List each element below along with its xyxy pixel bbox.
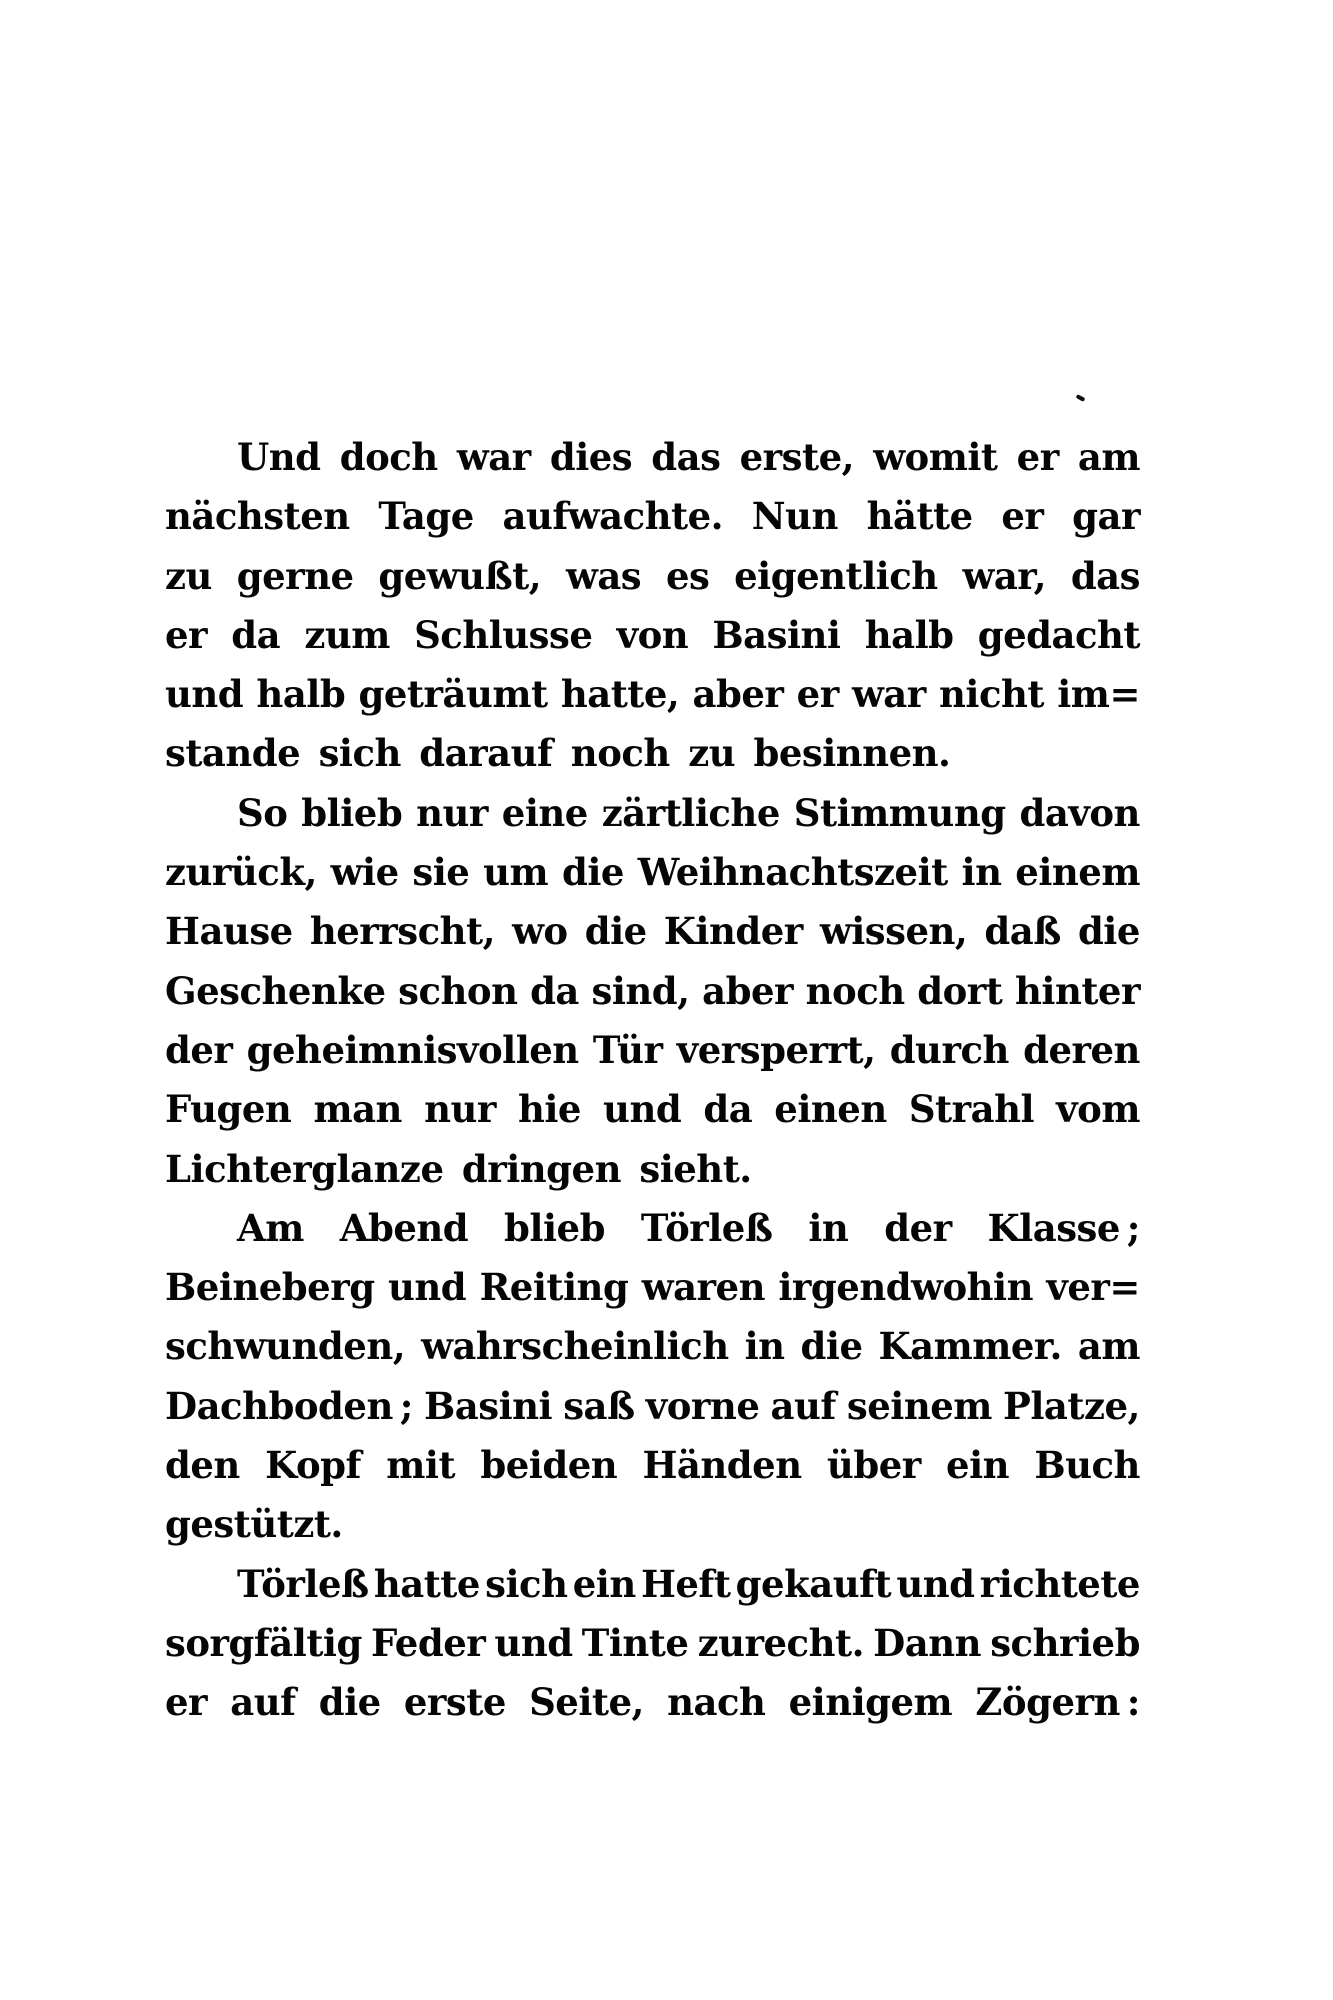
word: Zögern : xyxy=(975,1680,1140,1725)
word: im= xyxy=(1057,672,1140,717)
word: womit xyxy=(873,435,998,479)
word: dies xyxy=(549,435,633,479)
word: er xyxy=(796,672,839,717)
word: gedacht xyxy=(977,612,1140,657)
word: der xyxy=(884,1205,952,1250)
word: und xyxy=(165,672,244,717)
word: einen xyxy=(774,1087,887,1132)
word: Am xyxy=(237,1205,304,1250)
word: gar xyxy=(1072,494,1140,539)
word: nur xyxy=(416,790,488,835)
text-line xyxy=(165,1021,1140,1080)
word: hinter xyxy=(1014,968,1140,1013)
word: schon xyxy=(398,968,518,1013)
word: Platze, xyxy=(1003,1383,1140,1428)
word: erste, xyxy=(739,435,855,479)
word: war xyxy=(851,672,926,717)
word: man xyxy=(313,1087,402,1132)
text-line xyxy=(165,843,1140,902)
text-line: gestützt. xyxy=(165,1502,343,1547)
word: hie xyxy=(517,1087,581,1132)
text-line xyxy=(165,428,1140,487)
word: sorgfältig xyxy=(165,1620,362,1665)
word: wie xyxy=(330,850,399,895)
word: Tür xyxy=(592,1027,663,1072)
word: Fugen xyxy=(165,1087,292,1132)
word: daß xyxy=(984,909,1061,954)
word: er xyxy=(1001,494,1044,539)
word: noch xyxy=(805,968,905,1013)
word: das xyxy=(651,435,721,479)
word: herrscht, xyxy=(309,909,495,954)
word: Basini xyxy=(424,1383,553,1428)
word: hätte xyxy=(866,494,973,539)
word: war xyxy=(456,435,531,479)
word: die xyxy=(800,1324,863,1369)
word: zurecht. xyxy=(697,1620,864,1665)
text-line xyxy=(165,1614,1140,1673)
word: gekauft xyxy=(735,1561,892,1606)
word: auf xyxy=(770,1383,836,1428)
word: in xyxy=(808,1205,849,1250)
word: Dachboden ; xyxy=(165,1383,413,1428)
word: die xyxy=(584,909,647,954)
word: und xyxy=(603,1087,682,1132)
word: blieb xyxy=(504,1205,605,1250)
word: aufwachte. xyxy=(502,494,724,539)
word: gerne xyxy=(236,553,354,598)
text-line xyxy=(165,1199,1140,1258)
word: Kopf xyxy=(265,1443,361,1488)
word: wissen, xyxy=(819,909,968,954)
word: am xyxy=(1077,435,1140,479)
word: halb xyxy=(256,672,346,717)
word: nicht xyxy=(939,672,1044,717)
word: zum xyxy=(304,612,390,657)
word: saß xyxy=(563,1383,635,1428)
word: blieb xyxy=(301,790,403,835)
text-line xyxy=(165,1317,1140,1376)
word: war, xyxy=(962,553,1046,598)
text-line xyxy=(165,1436,1140,1495)
text-line: stande sich darauf noch zu besinnen. xyxy=(165,731,951,776)
word: und xyxy=(494,1620,573,1665)
ink-speck xyxy=(1076,394,1086,402)
word: aber xyxy=(692,672,784,717)
word: vom xyxy=(1056,1087,1140,1132)
text-line xyxy=(165,1080,1140,1139)
word: nächsten xyxy=(165,494,350,539)
word: ein xyxy=(572,1561,636,1606)
word: wahrscheinlich xyxy=(421,1324,729,1369)
word: So xyxy=(237,790,288,835)
word: hatte, xyxy=(560,672,680,717)
text-line xyxy=(165,487,1140,546)
word: er xyxy=(1016,435,1059,479)
word: zu xyxy=(165,553,212,598)
word: erste xyxy=(403,1680,506,1725)
word: den xyxy=(165,1443,240,1488)
word: die xyxy=(562,850,624,895)
word: am xyxy=(1077,1324,1140,1369)
word: Törleß xyxy=(640,1205,773,1250)
word: Törleß xyxy=(237,1561,369,1606)
word: durch xyxy=(889,1027,1009,1072)
word: zurück, xyxy=(165,850,317,895)
word: doch xyxy=(339,435,438,479)
word: Feder xyxy=(371,1620,486,1665)
word: nach xyxy=(667,1680,766,1725)
word: da xyxy=(703,1087,753,1132)
word: Abend xyxy=(339,1205,469,1250)
word: ein xyxy=(946,1443,1010,1488)
word: zärtliche xyxy=(601,790,780,835)
word: Beineberg xyxy=(165,1265,375,1310)
text-line xyxy=(165,1258,1140,1317)
text-line xyxy=(165,784,1140,843)
text-block xyxy=(165,428,1140,1733)
word: er xyxy=(165,612,208,657)
word: die xyxy=(318,1680,381,1725)
text-line xyxy=(165,962,1140,1021)
word: in xyxy=(961,850,1002,895)
word: Händen xyxy=(642,1443,802,1488)
word: sie xyxy=(412,850,470,895)
word: hatte xyxy=(373,1561,480,1606)
word: einem xyxy=(1015,850,1140,895)
word: Reiting xyxy=(479,1265,629,1310)
word: da xyxy=(530,968,579,1013)
text-line xyxy=(165,1377,1140,1436)
word: Klasse ; xyxy=(987,1205,1140,1250)
word: Kinder xyxy=(663,909,803,954)
word: aber xyxy=(702,968,794,1013)
word: von xyxy=(616,612,689,657)
word: er xyxy=(165,1680,208,1725)
word: halb xyxy=(864,612,954,657)
word: Basini xyxy=(712,612,841,657)
text-line xyxy=(165,1673,1140,1732)
word: Heft xyxy=(640,1561,731,1606)
text-line xyxy=(165,902,1140,961)
word: irgendwohin xyxy=(778,1265,1033,1310)
word: Tage xyxy=(378,494,474,539)
word: es xyxy=(665,553,710,598)
word: in xyxy=(744,1324,785,1369)
word: Stimmung xyxy=(793,790,1006,835)
word: über xyxy=(826,1443,921,1488)
word: gewußt, xyxy=(378,553,542,598)
word: da xyxy=(231,612,281,657)
word: Schlusse xyxy=(414,612,593,657)
word: Tinte xyxy=(581,1620,689,1665)
word: schwunden, xyxy=(165,1324,406,1369)
word: Und xyxy=(237,435,321,479)
word: der xyxy=(165,1027,233,1072)
word: eine xyxy=(501,790,588,835)
word: schrieb xyxy=(990,1620,1140,1665)
word: Weihnachtszeit xyxy=(637,850,948,895)
word: nur xyxy=(424,1087,496,1132)
word: Kammer. xyxy=(878,1324,1062,1369)
word: wo xyxy=(512,909,568,954)
word: dort xyxy=(917,968,1003,1013)
text-line xyxy=(165,547,1140,606)
word: deren xyxy=(1023,1027,1140,1072)
word: Strahl xyxy=(908,1087,1035,1132)
word: mit xyxy=(386,1443,456,1488)
word: waren xyxy=(641,1265,765,1310)
word: Hause xyxy=(165,909,293,954)
word: und xyxy=(387,1265,467,1310)
text-line xyxy=(165,1555,1140,1614)
word: geträumt xyxy=(358,672,548,717)
word: sind, xyxy=(591,968,690,1013)
text-line xyxy=(165,665,1140,724)
word: ver= xyxy=(1046,1265,1140,1310)
text-line xyxy=(165,606,1140,665)
word: sich xyxy=(485,1561,568,1606)
word: Nun xyxy=(751,494,838,539)
word: richtete xyxy=(979,1561,1140,1606)
word: Dann xyxy=(873,1620,982,1665)
word: das xyxy=(1070,553,1140,598)
word: und xyxy=(896,1561,975,1606)
word: Geschenke xyxy=(165,968,386,1013)
word: Seite, xyxy=(529,1680,644,1725)
word: beiden xyxy=(480,1443,618,1488)
word: um xyxy=(483,850,549,895)
word: was xyxy=(565,553,642,598)
word: versperrt, xyxy=(676,1027,876,1072)
word: Buch xyxy=(1034,1443,1140,1488)
word: seinem xyxy=(846,1383,992,1428)
word: auf xyxy=(230,1680,296,1725)
word: einigem xyxy=(788,1680,953,1725)
text-line: Lichterglanze dringen sieht. xyxy=(165,1146,752,1191)
word: geheimnisvollen xyxy=(246,1027,579,1072)
word: die xyxy=(1077,909,1140,954)
word: davon xyxy=(1019,790,1140,835)
word: eigentlich xyxy=(734,553,938,598)
word: vorne xyxy=(645,1383,760,1428)
